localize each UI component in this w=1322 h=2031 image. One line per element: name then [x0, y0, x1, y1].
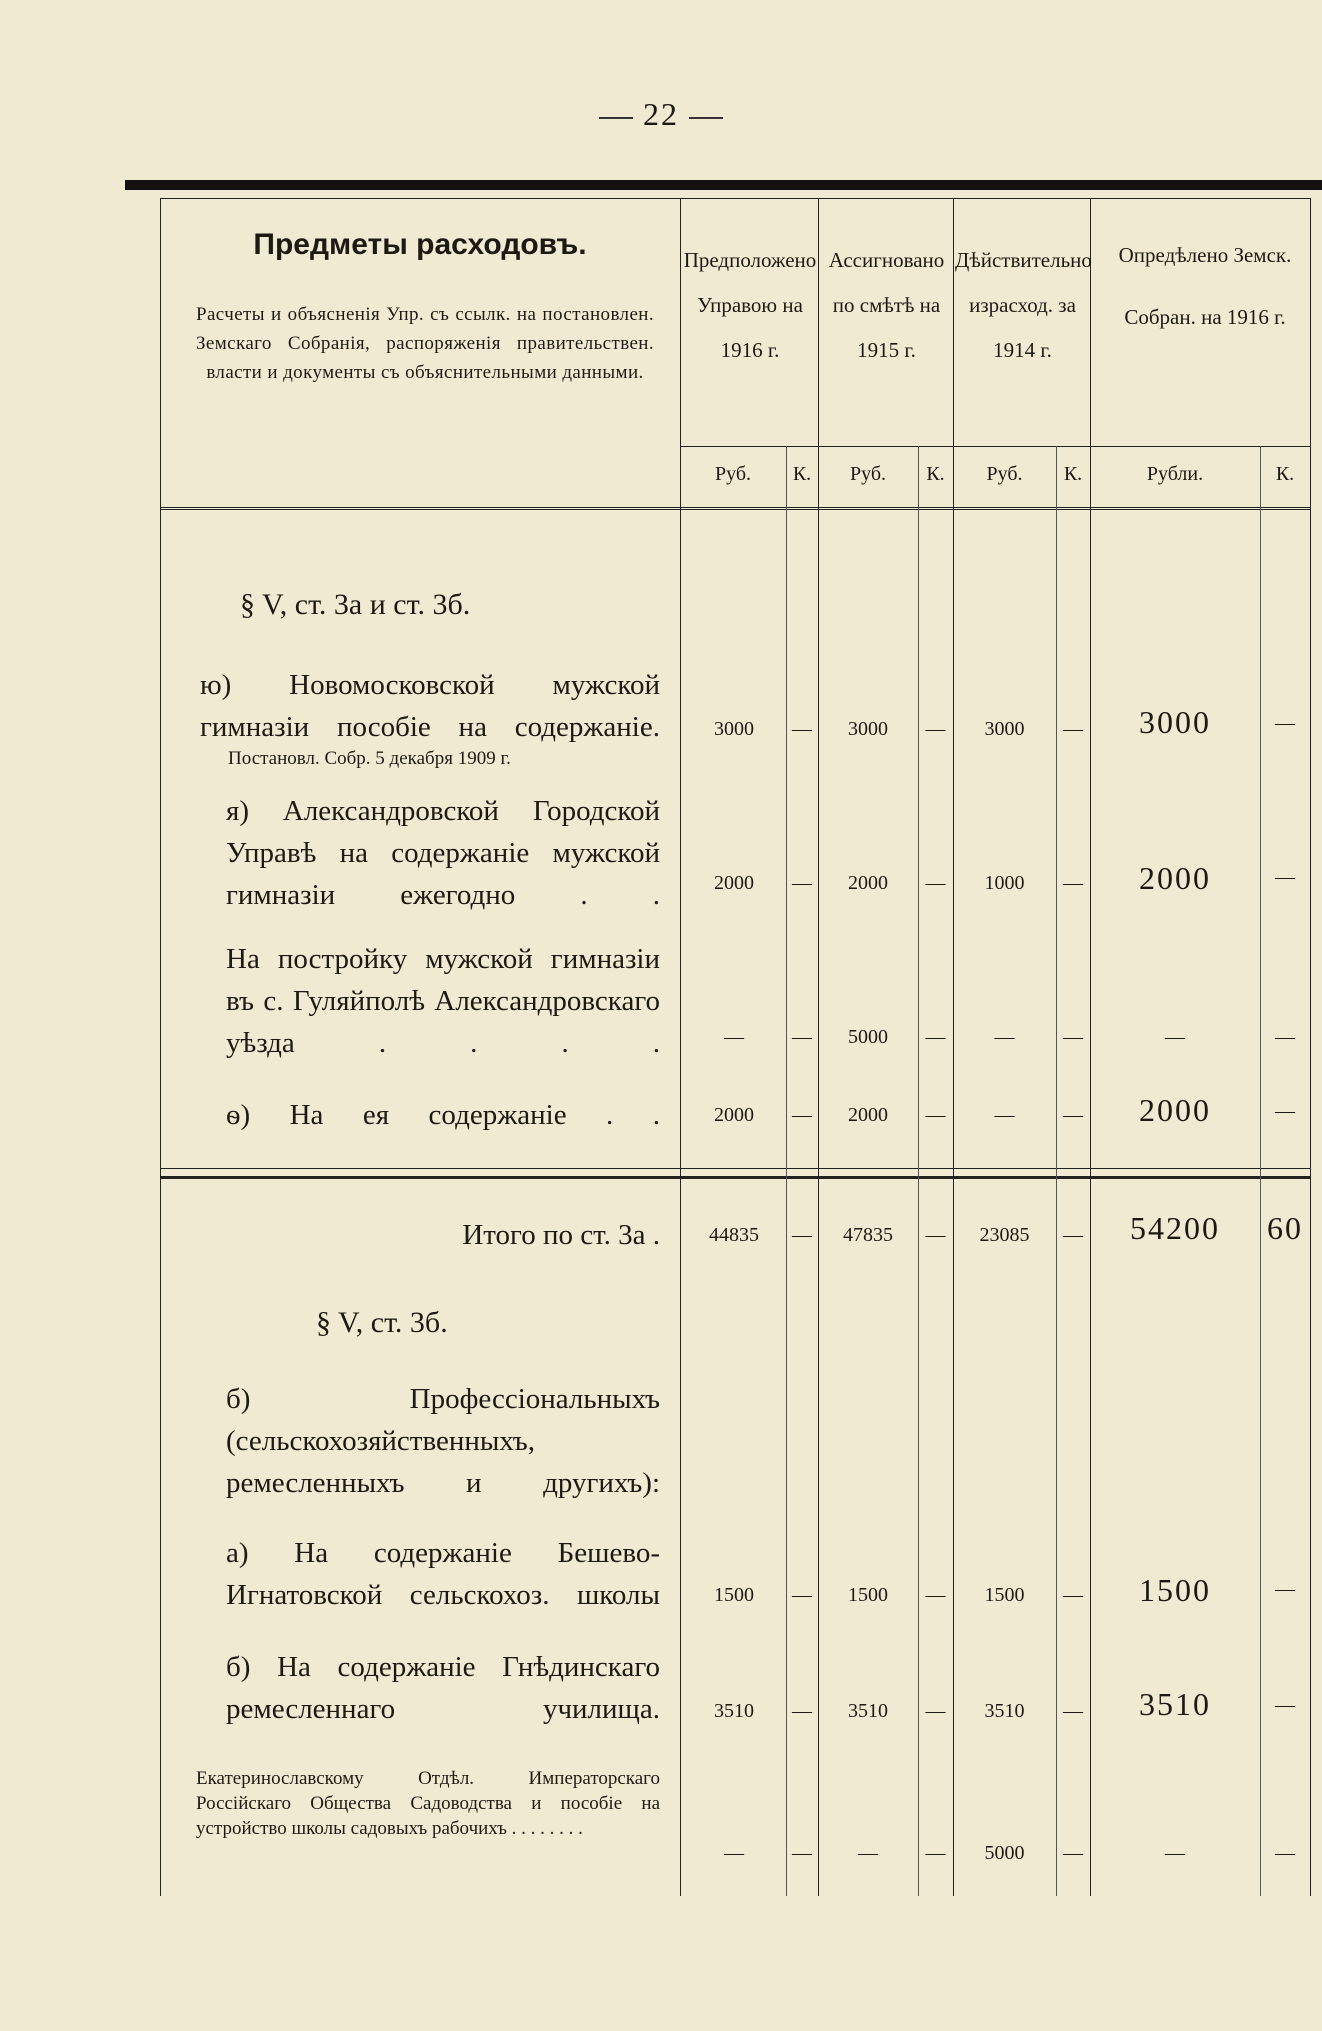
cell-value: 3510 [984, 1700, 1025, 1722]
cell-value: — [792, 1026, 812, 1048]
col-header-assigned: Ассигновано по смѣтѣ на 1915 г. [828, 248, 945, 362]
cell-value: — [1063, 1584, 1083, 1606]
page-number [0, 96, 1322, 133]
cell-value: 1500 [848, 1584, 888, 1606]
unit-kop-3: К. [1063, 463, 1083, 485]
row-text: б) На содержаніе Гнѣдинскаго ремесленнаго училища. [226, 1651, 660, 1725]
cell-value: — [792, 872, 812, 894]
row-text-small: Екатеринославскому Отдѣл. Императорскаго Россійскаго Общества Садоводства и пособіе на устройство школы садовыхъ рабочихъ . . . . . . . . [196, 1768, 660, 1839]
cell-value: 1500 [1139, 1572, 1211, 1608]
unit-row-rule [680, 446, 1310, 447]
cell-value: — [1165, 1842, 1185, 1864]
total-value: 60 [1267, 1210, 1303, 1246]
cell-value: 3510 [848, 1700, 888, 1722]
kop-line-2 [918, 446, 919, 1896]
section-heading-2: § V, ст. 3б. [316, 1306, 448, 1339]
cell-value: 2000 [714, 1104, 754, 1126]
cell-value: — [1063, 1700, 1083, 1722]
cell-value: 5000 [984, 1842, 1025, 1864]
unit-rub-2: Руб. [849, 463, 887, 485]
cell-value: — [1275, 1578, 1295, 1600]
cell-value: 1000 [984, 872, 1025, 894]
total-top-rule [160, 1168, 1310, 1169]
cell-value: — [925, 872, 946, 894]
cell-value: 2000 [714, 872, 754, 894]
unit-kop-4: К. [1275, 463, 1295, 485]
cell-value: — [925, 1842, 946, 1864]
header-title: Предметы расходовъ. [253, 228, 587, 261]
cell-value: — [792, 1104, 812, 1126]
total-value: — [925, 1224, 946, 1246]
frame-right [1310, 198, 1311, 1896]
cell-value: — [1063, 718, 1083, 740]
col-header-proposed: Предположено Управою на 1916 г. [683, 248, 817, 362]
section-heading-1: § V, ст. 3а и ст. 3б. [240, 588, 471, 621]
cell-value: 1500 [984, 1584, 1025, 1606]
total-top-rule-bold [160, 1176, 1310, 1179]
kop-line-1 [786, 446, 787, 1896]
cell-value: — [724, 1842, 744, 1864]
cell-value: — [925, 1104, 946, 1126]
cell-value: 1500 [714, 1584, 754, 1606]
cell-value: — [724, 1026, 744, 1048]
kop-line-4 [1260, 446, 1261, 1896]
cell-value: 3000 [984, 718, 1025, 740]
total-value: 47835 [843, 1224, 893, 1246]
cell-value: 2000 [1139, 860, 1211, 896]
cell-value: — [858, 1842, 878, 1864]
row-text: б) Профессіональныхъ (сельскохозяйственныхъ, ремесленныхъ и другихъ): [226, 1383, 660, 1499]
cell-value: — [1275, 1694, 1295, 1716]
unit-kop-1: К. [792, 463, 812, 485]
unit-rub-1: Руб. [714, 463, 752, 485]
total-value: 23085 [979, 1224, 1030, 1246]
cell-value: — [994, 1104, 1015, 1126]
cell-value: 3000 [848, 718, 888, 740]
page-number-text: 22 [643, 96, 679, 132]
cell-value: 2000 [1139, 1092, 1211, 1128]
total-value: 44835 [709, 1224, 759, 1246]
kop-line-3 [1056, 446, 1057, 1896]
cell-value: — [1275, 1842, 1295, 1864]
cell-value: — [1063, 1026, 1083, 1048]
cell-value: — [1275, 712, 1295, 734]
cell-value: — [925, 1026, 946, 1048]
cell-value: — [1063, 872, 1083, 894]
cell-value: 2000 [848, 872, 888, 894]
unit-kop-2: К. [926, 463, 945, 485]
row-text: а) На содержаніе Бешево-Игнатовской сельскохоз. школы [226, 1537, 660, 1611]
frame-left [160, 198, 161, 1896]
header-top-rule [160, 198, 1310, 199]
row-text: На постройку мужской гимназіи въ с. Гуляйполѣ Александровскаго уѣзда . . . . [226, 943, 660, 1059]
cell-value: — [925, 718, 946, 740]
cell-value: — [1275, 1100, 1295, 1122]
cell-value: — [1275, 866, 1295, 888]
cell-value: — [1063, 1104, 1083, 1126]
row-text: ѳ) На ея содержаніе . . [226, 1099, 660, 1131]
cell-value: — [925, 1584, 946, 1606]
frame-col1 [680, 198, 681, 1896]
cell-value: — [792, 1842, 812, 1864]
top-rule [125, 180, 1322, 190]
total-label: Итого по ст. 3а . [462, 1219, 660, 1251]
cell-value: 2000 [848, 1104, 888, 1126]
cell-value: 3510 [714, 1700, 754, 1722]
cell-value: — [1063, 1842, 1083, 1864]
total-value: — [792, 1224, 812, 1246]
total-value: — [1063, 1224, 1083, 1246]
header-description: Расчеты и объясненія Упр. съ ссылк. на постановлен. Земскаго Собранія, распоряженія правительствен. власти и документы съ объяснительными данными. [196, 304, 654, 383]
cell-value: — [792, 718, 812, 740]
cell-value: — [1165, 1026, 1185, 1048]
row-text: ю) Новомосковской мужской гимназіи пособіе на содержаніе. [200, 669, 660, 743]
col-header-determined: Опредѣлено Земск. Собран. на 1916 г. [1118, 243, 1292, 329]
total-value: 54200 [1130, 1210, 1220, 1246]
row-text: я) Александровской Городской Управѣ на содержаніе мужской гимназіи ежегодно . . [226, 795, 660, 911]
header-bottom-rule [160, 507, 1310, 510]
unit-rub-4: Рубли. [1146, 463, 1204, 485]
col-header-spent: Дѣйствительно израсход. за 1914 г. [955, 248, 1092, 362]
cell-value: — [925, 1700, 946, 1722]
cell-value: — [792, 1584, 812, 1606]
cell-value: 3510 [1139, 1686, 1211, 1722]
row-note: Постановл. Собр. 5 декабря 1909 г. [228, 748, 511, 769]
cell-value: 3000 [714, 718, 754, 740]
cell-value: 5000 [848, 1026, 888, 1048]
cell-value: — [994, 1026, 1015, 1048]
cell-value: — [792, 1700, 812, 1722]
cell-value: 3000 [1139, 704, 1211, 740]
cell-value: — [1275, 1026, 1295, 1048]
unit-rub-3: Руб. [986, 463, 1023, 485]
